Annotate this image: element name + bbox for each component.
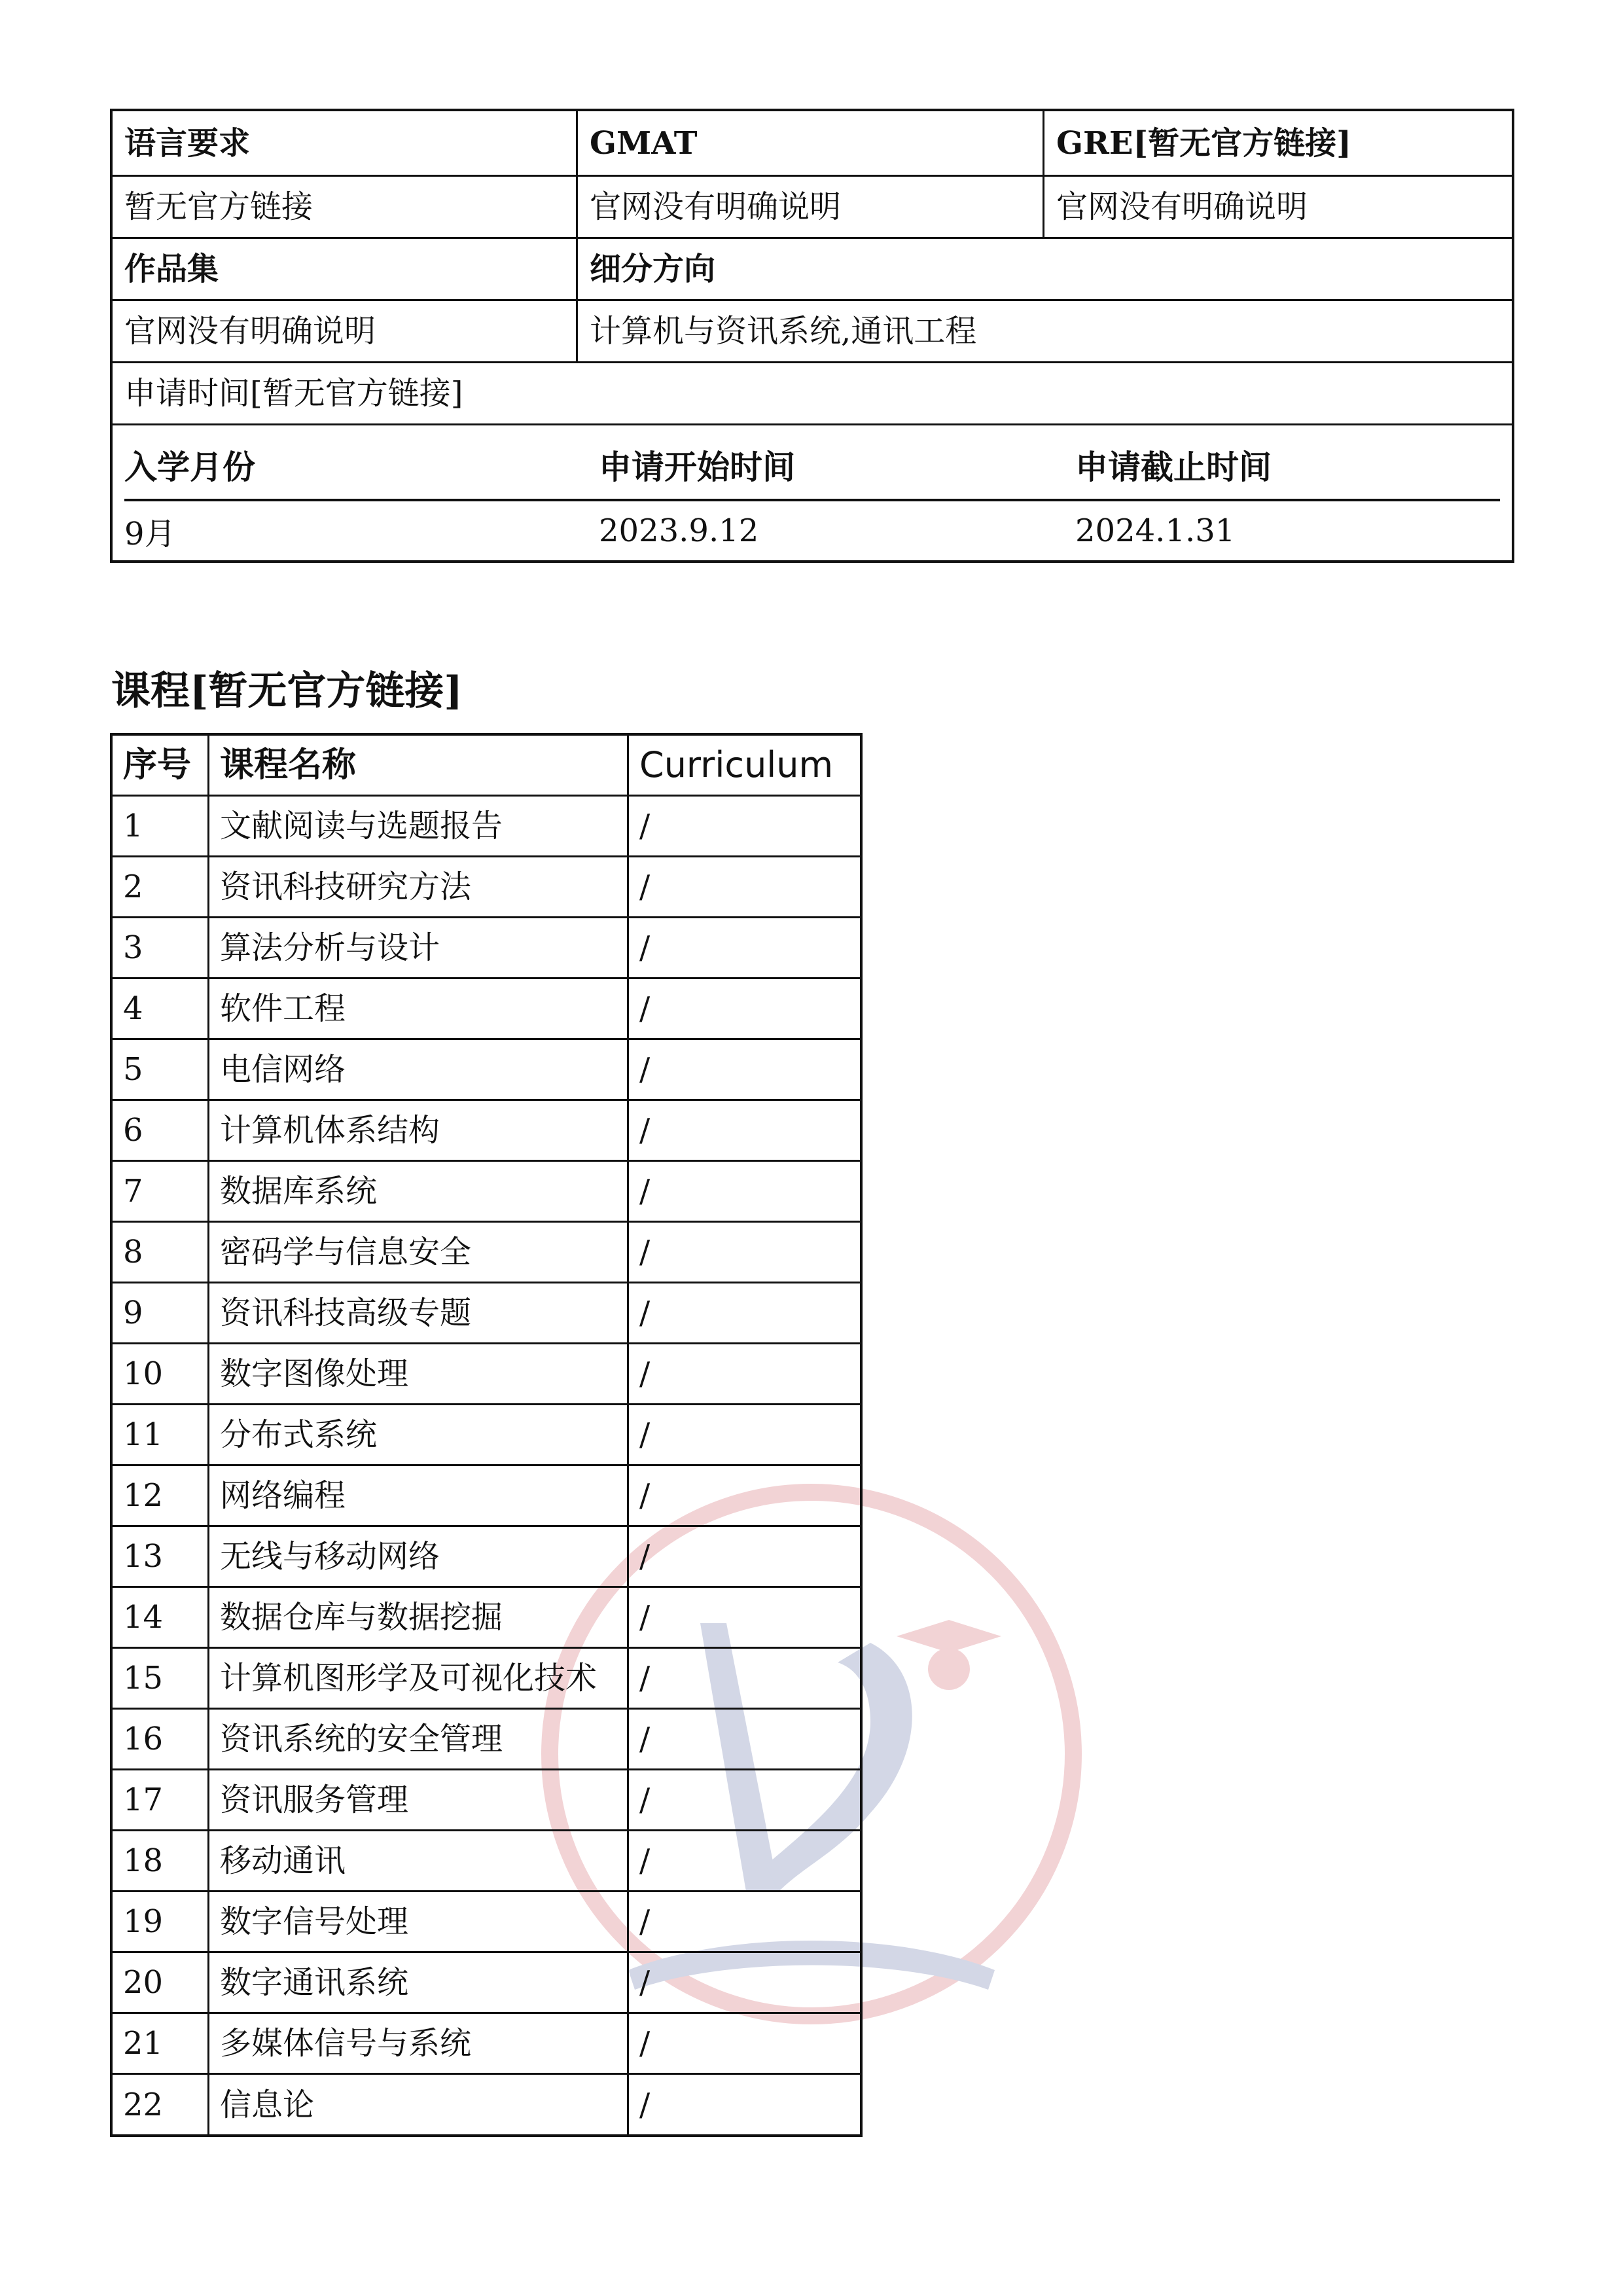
table-row [113,1405,860,1466]
gre-value: 官网没有明确说明 [1043,177,1512,237]
table-row [113,1649,860,1710]
portfolio-label: 作品集 [124,251,219,287]
table-row [113,1101,860,1162]
table-row [113,1162,860,1223]
course-name: 计算机图形学及可视化技术 [207,1649,627,1708]
direction-label: 细分方向 [576,239,1512,299]
table-row [113,797,860,857]
course-name: 资讯系统的安全管理 [207,1710,627,1768]
course-no: 22 [123,2086,164,2123]
language-requirement-label: 语言要求 [124,124,251,162]
table-row [113,1953,860,2014]
course-name: 算法分析与设计 [207,918,627,977]
course-no: 3 [123,929,143,966]
course-curriculum: / [627,1588,860,1647]
apply-start-value: 2023.9.12 [599,512,759,549]
course-curriculum: / [627,918,860,977]
course-curriculum: / [627,1892,860,1951]
course-curriculum: / [627,857,860,916]
apply-end-value: 2024.1.31 [1075,512,1236,549]
course-name: 无线与移动网络 [207,1527,627,1586]
course-curriculum: / [627,1649,860,1708]
course-name: 分布式系统 [207,1405,627,1464]
course-no: 1 [123,808,143,844]
intake-section [113,425,1512,560]
course-name: 软件工程 [207,979,627,1038]
course-no: 10 [123,1355,164,1392]
course-name: 资讯服务管理 [207,1770,627,1829]
course-no: 2 [123,869,143,905]
course-name: 信息论 [207,2075,627,2134]
course-curriculum: / [627,1223,860,1282]
header-course-name: 课程名称 [207,736,627,795]
course-name: 数字通讯系统 [207,1953,627,2012]
apply-end-label: 申请截止时间 [1075,448,1272,486]
portfolio-value: 官网没有明确说明 [124,313,376,350]
course-no: 8 [123,1234,143,1270]
course-curriculum: / [627,1770,860,1829]
course-name: 电信网络 [207,1040,627,1099]
course-no: 14 [123,1599,164,1636]
program-info-table [110,109,1514,563]
course-name: 资讯科技高级专题 [207,1283,627,1342]
course-name: 数字信号处理 [207,1892,627,1951]
course-curriculum: / [627,797,860,855]
table-row [113,1040,860,1101]
course-curriculum: / [627,2075,860,2134]
course-curriculum: / [627,1405,860,1464]
intake-month-label: 入学月份 [124,448,255,486]
course-curriculum: / [627,1953,860,2012]
course-name: 移动通讯 [207,1831,627,1890]
course-name: 密码学与信息安全 [207,1223,627,1282]
table-row [113,1770,860,1831]
table-row [113,979,860,1040]
course-no: 13 [123,1538,164,1575]
table-row [113,1527,860,1588]
course-no: 16 [123,1721,164,1757]
course-no: 17 [123,1782,164,1818]
info-row-language-header [113,111,1512,177]
table-row [113,918,860,979]
course-no: 7 [123,1173,143,1210]
course-name: 计算机体系结构 [207,1101,627,1160]
course-curriculum: / [627,1831,860,1890]
course-name: 数据仓库与数据挖掘 [207,1588,627,1647]
info-row-portfolio-values [113,301,1512,363]
course-no: 12 [123,1477,164,1514]
apply-start-label: 申请开始时间 [599,448,795,486]
course-no: 6 [123,1112,143,1149]
course-curriculum: / [627,979,860,1038]
course-curriculum: / [627,1466,860,1525]
table-row [113,1466,860,1527]
courses-title: 课程[暂无官方链接] [111,668,463,714]
course-name: 文献阅读与选题报告 [207,797,627,855]
header-no: 序号 [123,745,192,785]
course-no: 15 [123,1660,164,1696]
header-curriculum: Curriculum [627,736,860,795]
course-no: 21 [123,2025,164,2062]
language-requirement-value: 暂无官方链接 [124,188,313,225]
course-name: 网络编程 [207,1466,627,1525]
intake-header-row [124,431,1500,501]
course-no: 4 [123,990,143,1027]
table-row [113,1831,860,1892]
apply-time-label: 申请时间[暂无官方链接] [124,375,463,412]
gmat-value: 官网没有明确说明 [576,177,1043,237]
table-row [113,2014,860,2075]
table-row [113,1223,860,1283]
table-row [113,1344,860,1405]
info-row-language-values [113,177,1512,239]
course-curriculum: / [627,1162,860,1221]
course-curriculum: / [627,1040,860,1099]
table-row [113,1710,860,1770]
course-no: 18 [123,1842,164,1879]
courses-header-row [113,736,860,797]
course-no: 5 [123,1051,143,1088]
info-row-apply-time [113,363,1512,425]
gmat-label: GMAT [576,111,1043,175]
table-row [113,1283,860,1344]
table-row [113,1892,860,1953]
table-row [113,857,860,918]
course-no: 11 [123,1416,164,1453]
courses-table [110,733,863,2137]
course-curriculum: / [627,1710,860,1768]
course-no: 19 [123,1903,164,1940]
table-row [113,1588,860,1649]
course-curriculum: / [627,1527,860,1586]
course-curriculum: / [627,2014,860,2073]
table-row [113,2075,860,2134]
course-no: 9 [123,1295,143,1331]
course-name: 多媒体信号与系统 [207,2014,627,2073]
course-no: 20 [123,1964,164,2001]
course-name: 资讯科技研究方法 [207,857,627,916]
info-row-portfolio-header [113,239,1512,301]
course-curriculum: / [627,1101,860,1160]
intake-values-row [124,501,1500,560]
course-curriculum: / [627,1283,860,1342]
course-name: 数字图像处理 [207,1344,627,1403]
direction-value: 计算机与资讯系统,通讯工程 [576,301,1512,361]
course-name: 数据库系统 [207,1162,627,1221]
course-curriculum: / [627,1344,860,1403]
gre-label: GRE[暂无官方链接] [1043,111,1512,175]
intake-month-value: 9月 [124,515,176,552]
